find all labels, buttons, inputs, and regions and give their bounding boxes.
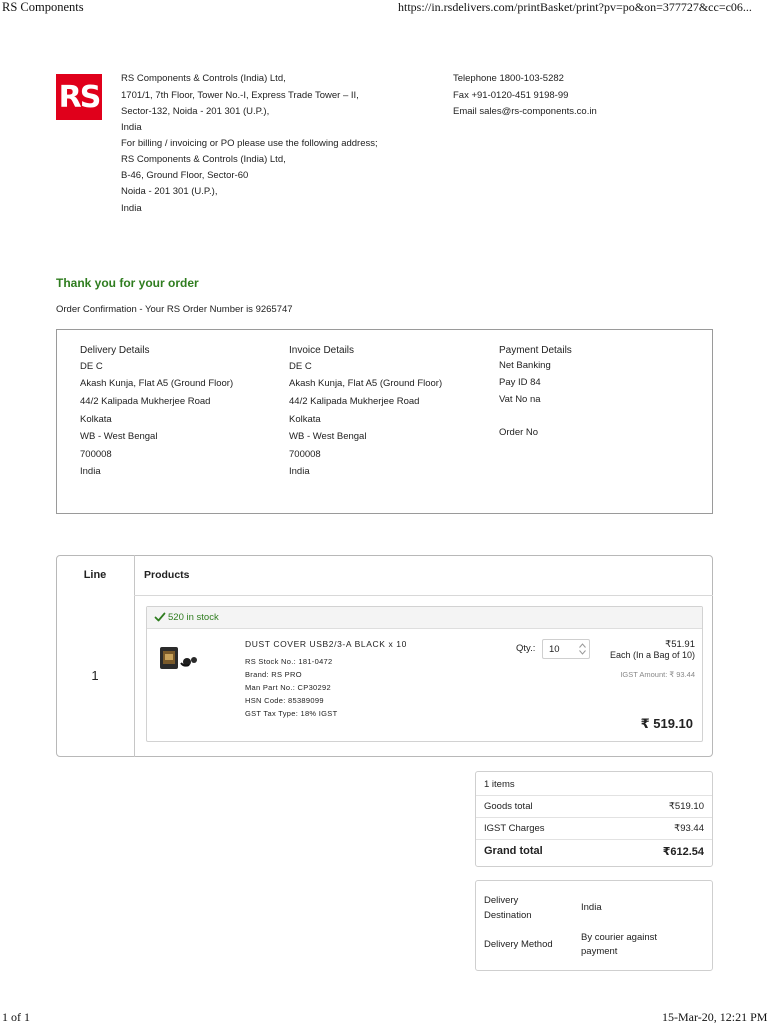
- item-count: 1 items: [484, 779, 515, 790]
- goods-total-value: ₹519.10: [668, 801, 704, 812]
- delivery-line: DE C: [80, 361, 103, 372]
- unit-price: ₹51.91: [665, 639, 695, 650]
- column-divider: [134, 555, 135, 757]
- delivery-method-value: By courier against payment: [581, 932, 658, 957]
- print-footer-page: 1 of 1: [2, 1010, 30, 1024]
- delivery-line: Kolkata: [80, 414, 112, 425]
- divider: [476, 839, 712, 840]
- order-details-box: [56, 329, 713, 514]
- invoice-line: Akash Kunja, Flat A5 (Ground Floor): [289, 378, 443, 389]
- pack-size: Each (In a Bag of 10): [609, 650, 695, 660]
- delivery-destination-label: Delivery Destination: [484, 895, 532, 921]
- product-spec: Man Part No.: CP30292: [245, 683, 331, 692]
- line-number: 1: [91, 668, 99, 683]
- delivery-destination-value: India: [581, 902, 602, 913]
- grand-total-value: ₹612.54: [662, 846, 704, 858]
- email[interactable]: Email sales@rs-components.co.in: [453, 106, 597, 117]
- rs-logo-text: RS: [58, 79, 100, 115]
- header-divider: [134, 595, 713, 596]
- pay-id: Pay ID 84: [499, 377, 541, 388]
- company-address-line: India: [121, 122, 142, 133]
- product-image[interactable]: [157, 643, 201, 673]
- products-column-header: Products: [144, 569, 190, 581]
- delivery-method-label: Delivery Method: [484, 939, 553, 950]
- check-icon: [154, 611, 166, 623]
- invoice-line: Kolkata: [289, 414, 321, 425]
- company-address-line: India: [121, 203, 142, 214]
- payment-details-heading: Payment Details: [499, 345, 572, 356]
- product-spec: HSN Code: 85389099: [245, 696, 324, 705]
- product-title[interactable]: DUST COVER USB2/3-A BLACK x 10: [245, 639, 407, 649]
- rs-logo[interactable]: [56, 74, 102, 120]
- company-address-line: RS Components & Controls (India) Ltd,: [121, 154, 286, 165]
- qty-label: Qty.:: [516, 643, 536, 654]
- company-address-line: RS Components & Controls (India) Ltd,: [121, 73, 286, 84]
- delivery-line: WB - West Bengal: [80, 431, 158, 442]
- telephone: Telephone 1800-103-5282: [453, 73, 564, 84]
- product-spec: Brand: RS PRO: [245, 670, 302, 679]
- order-confirmation: Order Confirmation - Your RS Order Number is 9265747: [56, 304, 293, 315]
- divider: [476, 817, 712, 818]
- delivery-line: Akash Kunja, Flat A5 (Ground Floor): [80, 378, 234, 389]
- line-column-header: Line: [83, 569, 107, 581]
- print-footer-datetime: 15-Mar-20, 12:21 PM: [662, 1010, 768, 1024]
- product-spec: RS Stock No.: 181-0472: [245, 657, 333, 666]
- payment-method: Net Banking: [499, 360, 551, 371]
- invoice-details-heading: Invoice Details: [289, 345, 355, 356]
- print-header-url: https://in.rsdelivers.com/printBasket/print?pv=po&on=377727&cc=c06...: [398, 0, 752, 14]
- order-no-label: Order No: [499, 427, 539, 438]
- invoice-line: 700008: [289, 449, 321, 460]
- delivery-line: 700008: [80, 449, 112, 460]
- delivery-line: 44/2 Kalipada Mukherjee Road: [80, 396, 211, 407]
- grand-total-label: Grand total: [484, 845, 543, 857]
- stock-strip: [147, 607, 702, 629]
- quantity-value[interactable]: 10: [549, 644, 560, 655]
- invoice-line: 44/2 Kalipada Mukherjee Road: [289, 396, 420, 407]
- print-header-title: RS Components: [2, 0, 84, 14]
- billing-note: For billing / invoicing or PO please use the following address;: [121, 138, 378, 149]
- company-address-line: Sector-132, Noida - 201 301 (U.P.),: [121, 106, 270, 117]
- fax: Fax +91-0120-451 9198-99: [453, 90, 569, 101]
- line-total: ₹ 519.10: [640, 716, 693, 731]
- igst-charges-label: IGST Charges: [484, 823, 545, 834]
- igst-charges-value: ₹93.44: [674, 823, 704, 834]
- invoice-line: India: [289, 466, 310, 477]
- vat-number: Vat No na: [499, 394, 541, 405]
- delivery-details-heading: Delivery Details: [80, 345, 150, 356]
- invoice-line: DE C: [289, 361, 312, 372]
- product-spec: GST Tax Type: 18% IGST: [245, 709, 338, 718]
- company-address-line: Noida - 201 301 (U.P.),: [121, 186, 218, 197]
- divider: [476, 795, 712, 796]
- invoice-line: WB - West Bengal: [289, 431, 367, 442]
- igst-amount: IGST Amount: ₹ 93.44: [620, 670, 695, 679]
- goods-total-label: Goods total: [484, 801, 533, 812]
- delivery-line: India: [80, 466, 101, 477]
- thanks-heading: Thank you for your order: [56, 276, 199, 290]
- company-address-line: 1701/1, 7th Floor, Tower No.-I, Express Trade Tower – II,: [121, 90, 359, 101]
- stock-status: 520 in stock: [168, 612, 219, 623]
- stepper-arrows-icon[interactable]: [578, 642, 587, 656]
- company-address-line: B-46, Ground Floor, Sector-60: [121, 170, 249, 181]
